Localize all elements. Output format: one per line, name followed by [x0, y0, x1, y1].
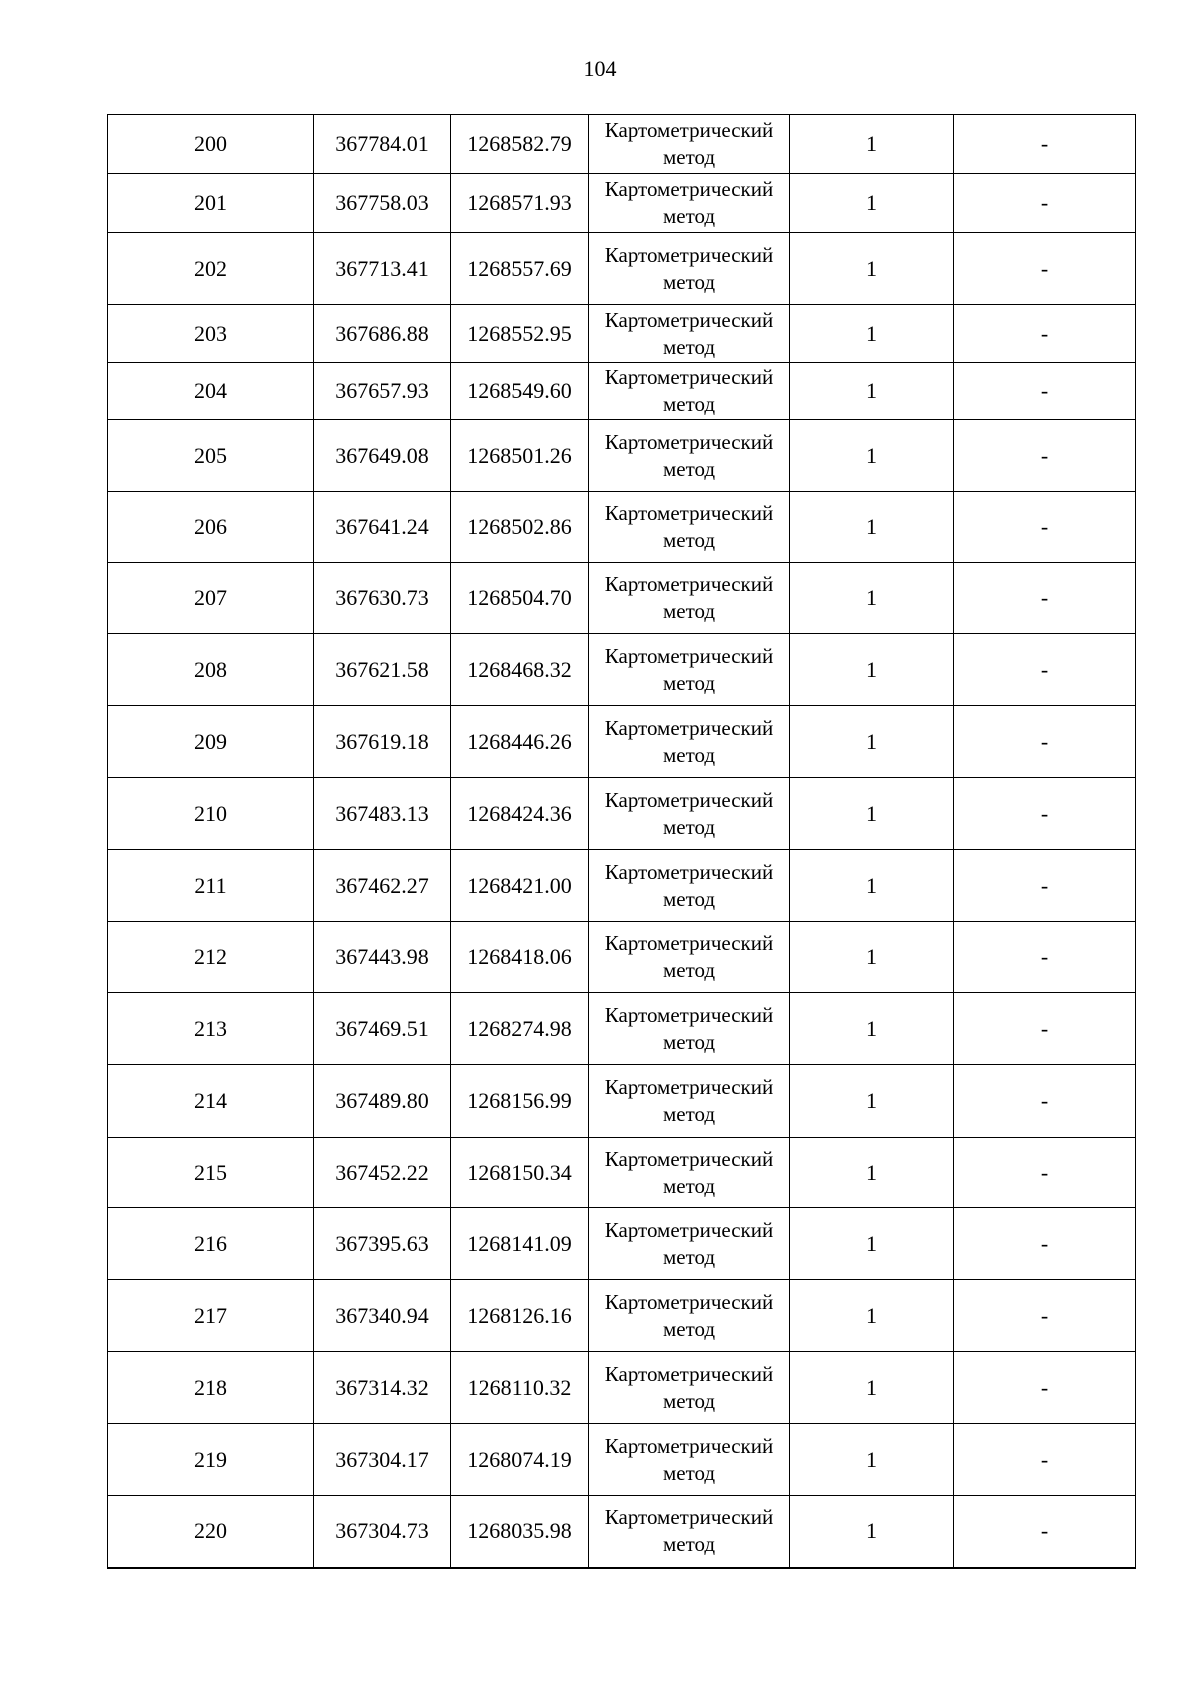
method-cell	[589, 993, 790, 1065]
x-coordinate: 367462.27	[314, 850, 451, 922]
x-coordinate: 367314.32	[314, 1352, 451, 1424]
method-line-2: метод	[662, 1532, 716, 1557]
method-line-2: метод	[662, 886, 716, 911]
y-coordinate: 1268552.95	[451, 305, 589, 363]
x-coordinate: 367630.73	[314, 563, 451, 634]
table-row	[108, 1280, 1136, 1352]
method-line-2: метод	[662, 269, 716, 294]
accuracy-value: 1	[790, 1138, 954, 1208]
y-coordinate: 1268074.19	[451, 1424, 589, 1496]
y-coordinate: 1268421.00	[451, 850, 589, 922]
x-coordinate: 367304.73	[314, 1496, 451, 1568]
method-line-1: Картометрический	[604, 365, 774, 389]
table-row	[108, 233, 1136, 305]
accuracy-value: 1	[790, 174, 954, 233]
method-line-1: Картометрический	[604, 572, 774, 596]
table-row	[108, 706, 1136, 778]
method-line-1: Картометрический	[604, 931, 774, 955]
accuracy-value: 1	[790, 993, 954, 1065]
y-coordinate: 1268446.26	[451, 706, 589, 778]
method-line-2: метод	[662, 528, 716, 552]
note-value: -	[954, 922, 1136, 993]
table-row	[108, 1138, 1136, 1208]
note-value: -	[954, 1280, 1136, 1352]
x-coordinate: 367641.24	[314, 492, 451, 563]
x-coordinate: 367758.03	[314, 174, 451, 233]
point-number: 201	[108, 174, 314, 233]
method-cell	[589, 634, 790, 706]
method-line-1: Картометрический	[604, 1217, 774, 1242]
note-value: -	[954, 174, 1136, 233]
method-line-2: метод	[662, 334, 716, 359]
point-number: 207	[108, 563, 314, 634]
method-line-1: Картометрический	[604, 177, 774, 201]
method-cell	[589, 492, 790, 563]
table-row	[108, 993, 1136, 1065]
method-line-2: метод	[662, 1102, 716, 1126]
accuracy-value: 1	[790, 706, 954, 778]
y-coordinate: 1268504.70	[451, 563, 589, 634]
method-line-2: метод	[662, 670, 716, 695]
y-coordinate: 1268501.26	[451, 420, 589, 492]
y-coordinate: 1268418.06	[451, 922, 589, 993]
accuracy-value: 1	[790, 778, 954, 850]
table-row	[108, 634, 1136, 706]
point-number: 209	[108, 706, 314, 778]
method-line-1: Картометрический	[604, 501, 774, 525]
table-row	[108, 1208, 1136, 1280]
y-coordinate: 1268141.09	[451, 1208, 589, 1280]
x-coordinate: 367649.08	[314, 420, 451, 492]
x-coordinate: 367619.18	[314, 706, 451, 778]
x-coordinate: 367483.13	[314, 778, 451, 850]
point-number: 210	[108, 778, 314, 850]
accuracy-value: 1	[790, 363, 954, 420]
note-value: -	[954, 706, 1136, 778]
note-value: -	[954, 420, 1136, 492]
accuracy-value: 1	[790, 420, 954, 492]
method-line-1: Картометрический	[604, 1433, 774, 1458]
accuracy-value: 1	[790, 1065, 954, 1138]
y-coordinate: 1268502.86	[451, 492, 589, 563]
method-cell	[589, 850, 790, 922]
accuracy-value: 1	[790, 1280, 954, 1352]
note-value: -	[954, 363, 1136, 420]
accuracy-value: 1	[790, 1352, 954, 1424]
point-number: 205	[108, 420, 314, 492]
method-line-2: метод	[662, 1460, 716, 1485]
note-value: -	[954, 1496, 1136, 1568]
method-line-2: метод	[662, 1244, 716, 1269]
accuracy-value: 1	[790, 922, 954, 993]
table-row	[108, 1352, 1136, 1424]
accuracy-value: 1	[790, 305, 954, 363]
method-cell	[589, 115, 790, 174]
method-line-1: Картометрический	[604, 1002, 774, 1027]
y-coordinate: 1268156.99	[451, 1065, 589, 1138]
method-line-1: Картометрический	[604, 1075, 774, 1099]
method-line-2: метод	[662, 1316, 716, 1341]
table-row	[108, 363, 1136, 420]
method-line-2: метод	[662, 599, 716, 623]
table-row	[108, 850, 1136, 922]
note-value: -	[954, 850, 1136, 922]
y-coordinate: 1268274.98	[451, 993, 589, 1065]
x-coordinate: 367784.01	[314, 115, 451, 174]
note-value: -	[954, 563, 1136, 634]
method-line-1: Картометрический	[604, 118, 774, 142]
method-line-2: метод	[662, 456, 716, 481]
y-coordinate: 1268424.36	[451, 778, 589, 850]
accuracy-value: 1	[790, 1424, 954, 1496]
point-number: 214	[108, 1065, 314, 1138]
point-number: 219	[108, 1424, 314, 1496]
point-number: 218	[108, 1352, 314, 1424]
note-value: -	[954, 1065, 1136, 1138]
note-value: -	[954, 1208, 1136, 1280]
point-number: 216	[108, 1208, 314, 1280]
point-number: 212	[108, 922, 314, 993]
method-line-1: Картометрический	[604, 859, 774, 884]
x-coordinate: 367489.80	[314, 1065, 451, 1138]
x-coordinate: 367452.22	[314, 1138, 451, 1208]
point-number: 206	[108, 492, 314, 563]
method-cell	[589, 706, 790, 778]
table-row	[108, 174, 1136, 233]
point-number: 220	[108, 1496, 314, 1568]
point-number: 203	[108, 305, 314, 363]
method-line-2: метод	[662, 1029, 716, 1054]
x-coordinate: 367469.51	[314, 993, 451, 1065]
method-cell	[589, 1208, 790, 1280]
method-line-2: метод	[662, 392, 716, 416]
note-value: -	[954, 233, 1136, 305]
x-coordinate: 367304.17	[314, 1424, 451, 1496]
note-value: -	[954, 115, 1136, 174]
x-coordinate: 367340.94	[314, 1280, 451, 1352]
accuracy-value: 1	[790, 1208, 954, 1280]
method-line-2: метод	[662, 145, 716, 169]
method-line-1: Картометрический	[604, 242, 774, 267]
table-row	[108, 115, 1136, 174]
method-cell	[589, 1280, 790, 1352]
table-row	[108, 420, 1136, 492]
table-row	[108, 492, 1136, 563]
point-number: 200	[108, 115, 314, 174]
accuracy-value: 1	[790, 634, 954, 706]
x-coordinate: 367621.58	[314, 634, 451, 706]
accuracy-value: 1	[790, 1496, 954, 1568]
table-row	[108, 563, 1136, 634]
table-row	[108, 922, 1136, 993]
note-value: -	[954, 1424, 1136, 1496]
table-row	[108, 1065, 1136, 1138]
table-row	[108, 1496, 1136, 1568]
note-value: -	[954, 993, 1136, 1065]
method-cell	[589, 1424, 790, 1496]
method-cell	[589, 363, 790, 420]
coordinates-table	[107, 114, 1136, 1569]
point-number: 204	[108, 363, 314, 420]
point-number: 215	[108, 1138, 314, 1208]
note-value: -	[954, 305, 1136, 363]
method-line-1: Картометрический	[604, 1505, 774, 1530]
x-coordinate: 367395.63	[314, 1208, 451, 1280]
method-cell	[589, 305, 790, 363]
y-coordinate: 1268557.69	[451, 233, 589, 305]
method-line-2: метод	[662, 204, 716, 228]
method-line-2: метод	[662, 742, 716, 767]
page-number: 104	[583, 56, 617, 81]
note-value: -	[954, 1138, 1136, 1208]
method-cell	[589, 420, 790, 492]
point-number: 202	[108, 233, 314, 305]
method-line-1: Картометрический	[604, 429, 774, 454]
method-line-1: Картометрический	[604, 307, 774, 332]
y-coordinate: 1268571.93	[451, 174, 589, 233]
y-coordinate: 1268468.32	[451, 634, 589, 706]
method-cell	[589, 1065, 790, 1138]
method-line-2: метод	[662, 814, 716, 839]
point-number: 211	[108, 850, 314, 922]
table-row	[108, 305, 1136, 363]
method-line-1: Картометрический	[604, 1289, 774, 1314]
note-value: -	[954, 634, 1136, 706]
accuracy-value: 1	[790, 115, 954, 174]
accuracy-value: 1	[790, 563, 954, 634]
method-line-2: метод	[662, 1173, 716, 1198]
x-coordinate: 367713.41	[314, 233, 451, 305]
method-line-2: метод	[662, 1388, 716, 1413]
method-cell	[589, 1352, 790, 1424]
method-line-1: Картометрический	[604, 1361, 774, 1386]
method-cell	[589, 233, 790, 305]
point-number: 217	[108, 1280, 314, 1352]
method-cell	[589, 922, 790, 993]
method-cell	[589, 563, 790, 634]
x-coordinate: 367443.98	[314, 922, 451, 993]
point-number: 213	[108, 993, 314, 1065]
method-line-1: Картометрический	[604, 1146, 774, 1171]
method-cell	[589, 1496, 790, 1568]
y-coordinate: 1268150.34	[451, 1138, 589, 1208]
accuracy-value: 1	[790, 233, 954, 305]
accuracy-value: 1	[790, 492, 954, 563]
y-coordinate: 1268035.98	[451, 1496, 589, 1568]
x-coordinate: 367686.88	[314, 305, 451, 363]
y-coordinate: 1268126.16	[451, 1280, 589, 1352]
y-coordinate: 1268549.60	[451, 363, 589, 420]
note-value: -	[954, 778, 1136, 850]
table-row	[108, 1424, 1136, 1496]
table-row	[108, 778, 1136, 850]
note-value: -	[954, 1352, 1136, 1424]
note-value: -	[954, 492, 1136, 563]
point-number: 208	[108, 634, 314, 706]
x-coordinate: 367657.93	[314, 363, 451, 420]
method-line-2: метод	[662, 958, 716, 982]
method-line-1: Картометрический	[604, 715, 774, 740]
method-line-1: Картометрический	[604, 643, 774, 668]
method-cell	[589, 1138, 790, 1208]
method-cell	[589, 778, 790, 850]
method-cell	[589, 174, 790, 233]
accuracy-value: 1	[790, 850, 954, 922]
y-coordinate: 1268110.32	[451, 1352, 589, 1424]
y-coordinate: 1268582.79	[451, 115, 589, 174]
method-line-1: Картометрический	[604, 787, 774, 812]
